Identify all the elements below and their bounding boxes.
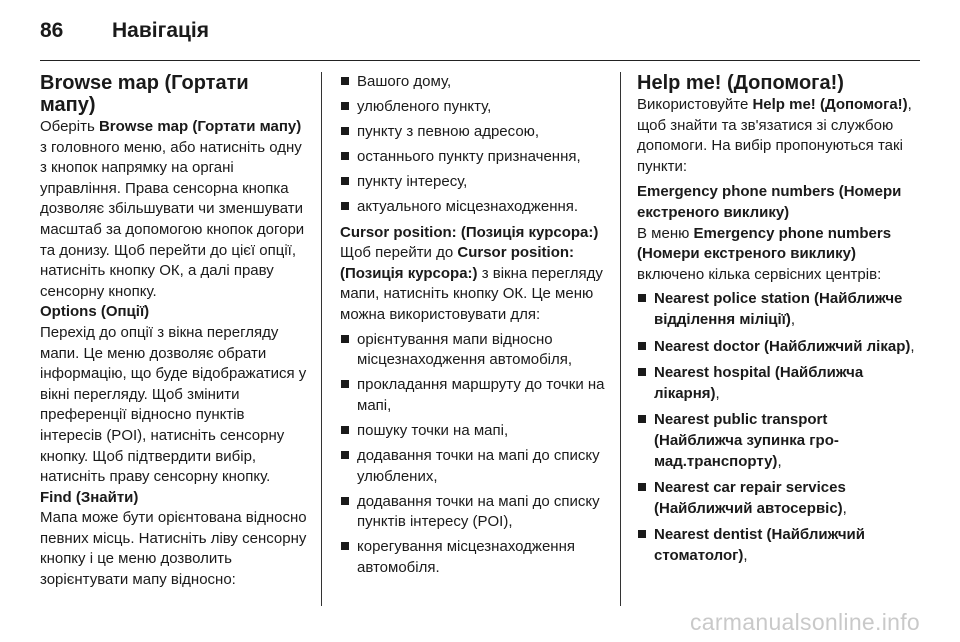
heading-options: Options (Опції) [40,303,150,321]
list-item-text: додавання точки на мапі до списку улюблених, [357,447,600,485]
list-item-text: прокладання маршруту до точки на мапі, [357,376,605,414]
options-text: Перехід до опції з вікна перегляду мапи. Це меню дозволяє обрати інформацію, що буде відображатися у вікні перегляду. Щоб змінити преференції відносно пунктів інтересів (POI), натисніть сенсорну кнопку. Щоб підтвердити вибір, натисніть праву сенсорну кнопку. [40,323,307,486]
browse-text-bold: Browse map (Гортати мапу) [98,118,302,135]
square-bullet-icon [341,77,349,85]
column-right [637,72,917,572]
emergency-text-post: включено кілька сервісних центрів: [637,265,882,283]
page-number: 86 [40,19,64,42]
help-text-pre: Використовуйте [637,96,753,113]
emergency-text-bold: Emergency phone numbers (Номери екстреного виклику) [637,224,892,263]
list-item [340,330,608,371]
emergency-text [637,224,917,286]
square-bullet-icon [341,202,349,210]
list-item [637,337,917,358]
help-text-bold: Help me! (Допомога!) [752,96,908,113]
list-item-text: Nearest dentist (Найближчий стоматолог) [654,526,865,564]
list-item-text: актуального місцезнаходження. [357,198,579,216]
list-item-text: пункту інтересу, [357,173,468,191]
list-item [340,147,608,168]
list-item-text: , [777,452,782,470]
square-bullet-icon [638,483,646,491]
list-item-text: орієнтування мапи відносно місцезнаходження автомобіля, [357,330,573,369]
cursor-usage-list [340,330,608,579]
square-bullet-icon [638,530,646,538]
square-bullet-icon [341,426,349,434]
help-me-text [637,95,917,177]
find-text: Мапа може бути орієнтована відносно певних місць. Натисніть ліву сенсорну кнопку і це меню дозволить зорієнтувати мапу відносно: [40,509,307,589]
list-item [340,172,608,193]
cursor-text-bold: Cursor position: (Позиція курсора:) [340,244,575,282]
emergency-service-list [637,289,917,566]
list-item [637,363,917,404]
list-item-text: Nearest police station (Найближче відділення міліції) [654,290,903,328]
column-divider-1 [321,72,322,606]
find-target-list [340,72,608,218]
square-bullet-icon [341,497,349,505]
list-item [340,197,608,218]
emergency-text-pre: В меню [637,224,694,242]
list-item [340,97,608,118]
square-bullet-icon [638,415,646,423]
list-item-text: корегування місцезнаходження автомобіля. [357,538,575,576]
square-bullet-icon [341,127,349,135]
list-item [340,375,608,416]
list-item [340,122,608,143]
list-item-text: пошуку точки на мапі, [357,421,509,439]
cursor-text-post: з вікна перегляду мапи, натисніть кнопку ОК. Це меню можна використовувати для: [340,264,603,323]
heading-cursor-position: Cursor position: (Позиція курсора:) [340,223,599,241]
list-item [340,492,608,533]
list-item [637,410,917,472]
header-divider [40,60,920,61]
square-bullet-icon [638,342,646,350]
list-item-text: Nearest public transport (Найближча зупинка громад.транспорту) [654,411,839,470]
watermark: carmanualsonline.info [689,609,920,635]
square-bullet-icon [341,451,349,459]
list-item-text: Nearest hospital (Найближча лікарня) [654,364,864,402]
list-item [637,289,917,330]
list-item-text: , [790,310,796,328]
list-item-text: Nearest doctor (Найближчий лікар) [654,337,911,355]
browse-text-post: з головного меню, або натисніть одну з кнопок напрямку на органі управління. Права сенсорна кнопка дозволяє збільшувати чи зменшувати масштаб за допомогою кнопок догори та донизу. Щоб перейти до цієї опції, натисніть кнопку ОК, а далі праву сенсорну кнопку. [40,138,305,300]
cursor-text-pre: Щоб перейти до [340,244,458,262]
list-item-text: пункту з певною адресою, [357,123,540,141]
heading-find: Find (Знайти) [40,488,139,506]
square-bullet-icon [341,380,349,388]
browse-map-text [40,117,308,302]
heading-emergency-numbers: Emergency phone numbers (Номери екстреного виклику) [637,183,902,221]
page-title: Навігація [112,19,210,42]
list-item [340,446,608,487]
list-item-text: , [842,499,847,517]
list-item-text: Nearest car repair services (Найближчий автосервіс) [654,479,846,517]
list-item-text: Вашого дому, [357,73,452,90]
help-text-post: , щоб знайти та зв'язатися зі службою допомоги. На вибір пропонуються такі пункти: [637,96,912,175]
list-item [340,421,608,442]
list-item [340,537,608,578]
list-item-text: додавання точки на мапі до списку пунктів інтересу (POI), [357,492,600,531]
list-item [637,525,917,566]
square-bullet-icon [341,542,349,550]
square-bullet-icon [638,294,646,302]
square-bullet-icon [638,368,646,376]
square-bullet-icon [341,335,349,343]
list-item-text: , [910,337,915,355]
square-bullet-icon [341,177,349,185]
list-item [340,72,608,93]
column-middle [340,72,608,583]
list-item-text: , [743,546,748,564]
list-item-text: останнього пункту призначення, [357,148,581,166]
square-bullet-icon [341,102,349,110]
cursor-position-text [340,243,608,325]
heading-help-me: Help me! (Допомога!) [637,72,844,94]
column-left [40,72,308,591]
browse-text-pre: Оберіть [40,118,99,135]
list-item [637,478,917,519]
list-item-text: улюбленого пункту, [357,98,492,116]
list-item-text: , [715,384,720,402]
page-header [40,14,209,48]
column-divider-2 [620,72,621,606]
heading-browse-map: Browse map (Гортати мапу) [40,72,249,116]
square-bullet-icon [341,152,349,160]
